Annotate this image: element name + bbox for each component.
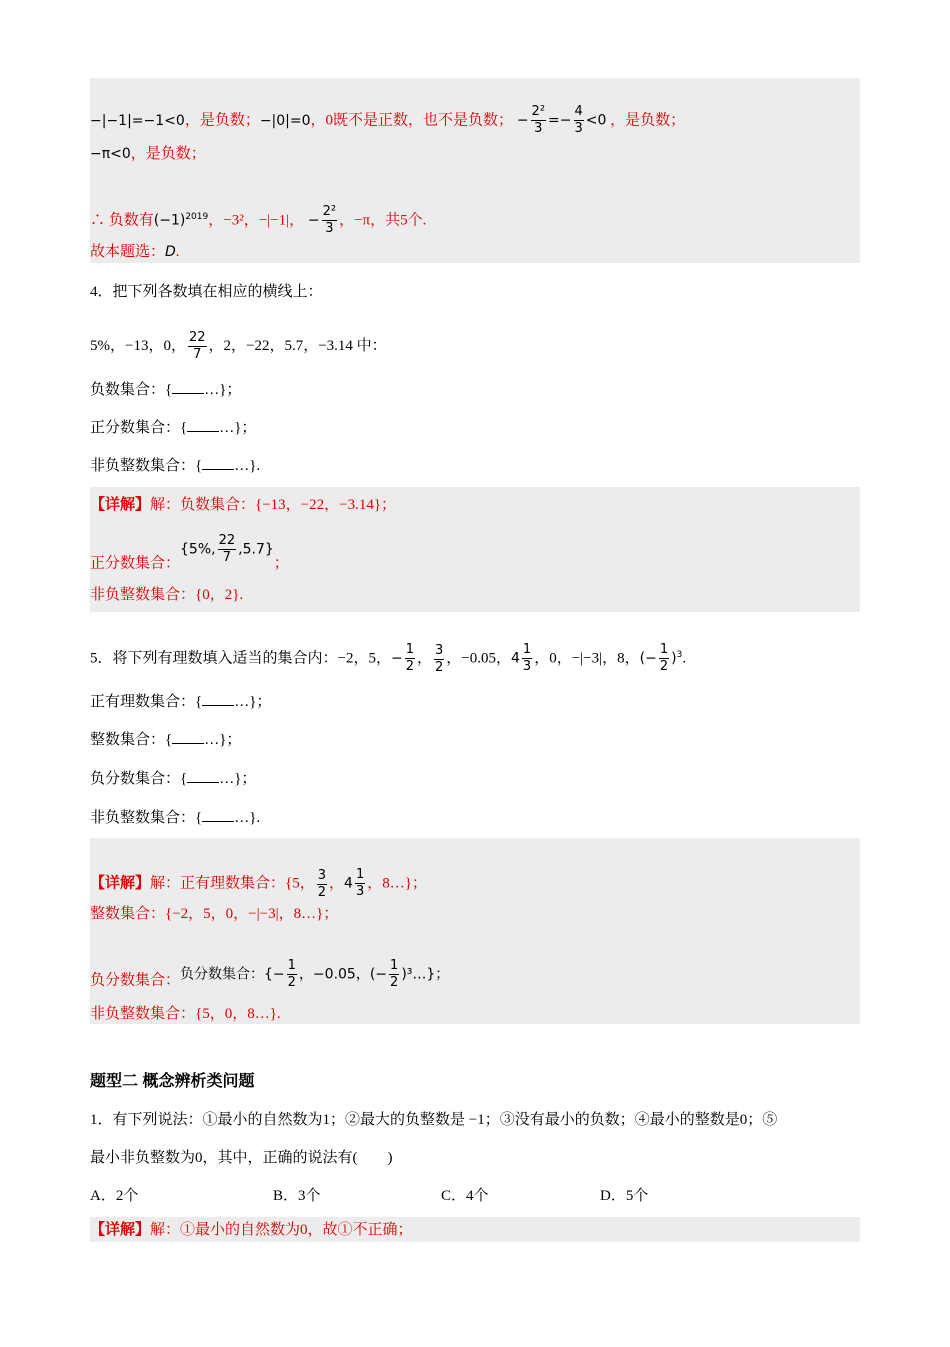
option-d[interactable]: D．5个 (600, 1188, 649, 1204)
answer-blank[interactable] (202, 469, 234, 470)
question-1-line-2: 最小非负整数为0，其中，正确的说法有( ) (90, 1150, 393, 1166)
negative-fraction-set-line: 负分数集合：{ …}； (90, 771, 257, 787)
math-expr: − $\frac{\text{2²}}{3}$ =− $\frac{4}{3}$ <0 (516, 104, 607, 136)
answer-line-4: 非负整数集合：{5，0，8…}. (90, 1006, 281, 1022)
answer-line-2: 正分数集合：{5%, $\frac{22}{7}$ ,5.7}； (90, 533, 289, 572)
answer-line-2: 整数集合：{−2，5，0，−|−3|，8…}； (90, 906, 339, 922)
question-1-line-1: 1．有下列说法：①最小的自然数为1；②最大的负整数是 −1；③没有最小的负数；④最小的整数是0；⑤ (90, 1112, 778, 1128)
negative-set-line: 负数集合：{ …}； (90, 382, 242, 398)
positive-fraction-set-line: 正分数集合：{ …}； (90, 420, 257, 436)
text: ，是负数； (130, 146, 206, 162)
solution-line-3 (90, 204, 426, 237)
text: ，是负数； (184, 112, 260, 129)
answer-line-3: 非负整数集合：{0，2}. (90, 587, 244, 603)
question-4-numbers: 5%，−13，0， $\frac{22}{7}$ ，2，−22，5.7，−3.14 中： (90, 330, 387, 362)
answer-blank[interactable] (202, 705, 234, 706)
option-a[interactable]: A．2个 (90, 1188, 139, 1204)
answer-line-1: 【详解】解：正有理数集合：{5， $\frac{3}{2}$ ，4 $\frac{1}{3}$ ，8…}； (90, 867, 427, 900)
math-expr: $(-1)^{2019}$ (153, 211, 209, 229)
fraction: $\frac{22}{7}$ (188, 330, 206, 362)
answer-line-3: 负分数集合：负分数集合：{− $\frac{1}{2}$ ，−0.05，(− $\frac{1}{2}$ )³…}； (90, 958, 450, 990)
answer-blank[interactable] (172, 393, 204, 394)
solution-line-2 (90, 144, 206, 164)
solution-line-4 (90, 242, 180, 262)
math-expr: {5%, $\frac{22}{7}$ ,5.7} (180, 533, 274, 565)
text: ∴ 负数有 (90, 212, 154, 229)
math-expr: − $\frac{\text{2²}}{3}$ (307, 204, 337, 236)
solution-block-q4 (90, 487, 860, 612)
nonnegative-integer-set-line: 非负整数集合：{ …}. (90, 458, 261, 474)
solution-block-q3 (90, 78, 860, 263)
math-expr: −π<0 (90, 146, 131, 162)
option-c[interactable]: C．4个 (441, 1188, 489, 1204)
solution-line-1 (90, 104, 685, 137)
math-expr: −|0|=0 (259, 112, 311, 129)
math-expr: D (165, 244, 176, 260)
answer-blank[interactable] (187, 431, 219, 432)
question-5-stem: 5．将下列有理数填入适当的集合内：−2，5，− $\frac{1}{2}$ ， $\frac{3}{2}$ ，−0.05，4 $\frac{1}{3}$ ，0，−|−3|，8，(− $\frac{1}{2}$ )$^3$. (90, 642, 687, 675)
section-heading: 题型二 概念辨析类问题 (90, 1073, 255, 1090)
answer-line-1: 【详解】解：负数集合：{−13，−22，−3.14}； (90, 497, 397, 513)
integer-set-line: 整数集合：{ …}； (90, 732, 242, 748)
text: ，0既不是正数，也不是负数； (310, 112, 514, 129)
text: ，−3²，−|−1|， (208, 212, 305, 229)
question-4-stem: 4．把下列各数填在相应的横线上： (90, 284, 323, 300)
answer-blank[interactable] (187, 782, 219, 783)
text: ，−π，共5个. (339, 212, 427, 229)
answer-line: 【详解】解：①最小的自然数为0，故①不正确； (90, 1222, 413, 1238)
text: 故本题选： (90, 244, 166, 260)
option-b[interactable]: B．3个 (273, 1188, 321, 1204)
text: ，是负数； (610, 112, 686, 129)
nonnegative-integer-set-line-q5: 非负整数集合：{ …}. (90, 810, 261, 826)
text: . (175, 244, 180, 260)
solution-block-s2q1 (90, 1217, 860, 1242)
answer-blank[interactable] (202, 821, 234, 822)
solution-block-q5 (90, 838, 860, 1024)
positive-rational-set-line: 正有理数集合：{ …}； (90, 694, 272, 710)
math-expr: −|−1|=−1<0 (90, 112, 185, 129)
answer-blank[interactable] (172, 743, 204, 744)
